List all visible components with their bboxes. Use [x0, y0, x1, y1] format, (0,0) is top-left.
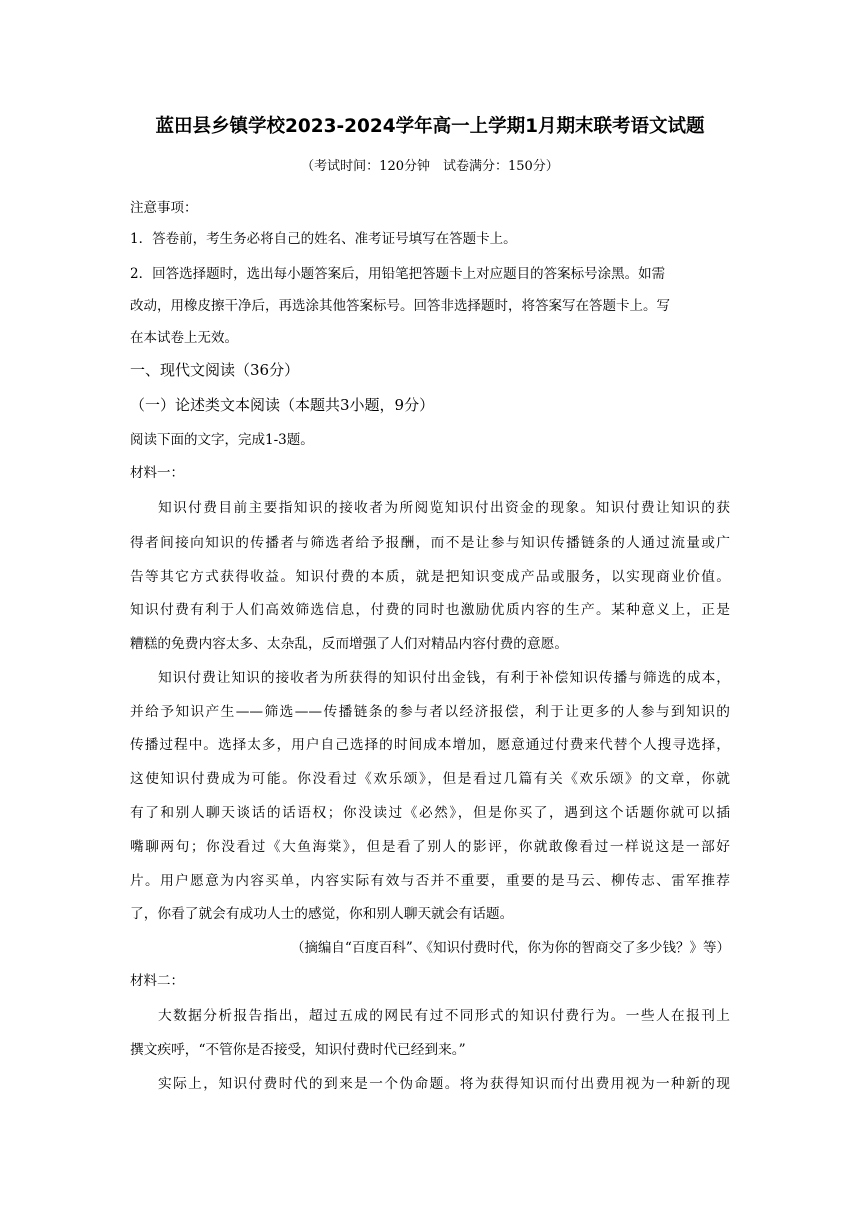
- material-1-source: （摘编自“百度百科”、《知识付费时代，你为你的智商交了多少钱？》等）: [290, 940, 730, 956]
- notice-item-2-line-2: 改动，用橡皮擦干净后，再选涂其他答案标号。回答非选择题时，将答案写在答题卡上。写: [130, 298, 670, 314]
- notice-item-1: 1．答卷前，考生务必将自己的姓名、准考证号填写在答题卡上。: [130, 231, 517, 247]
- material-1-paragraph-2-line: 了，你看了就会有成功人士的感觉，你和别人聊天就会有话题。: [130, 906, 514, 922]
- material-2-paragraph-1-line: 大数据分析报告指出，超过五成的网民有过不同形式的知识付费行为。一些人在报刊上: [158, 1008, 730, 1024]
- notice-item-2-line-3: 在本试卷上无效。: [130, 330, 238, 346]
- material-1-paragraph-2-line: 知识付费让知识的接收者为所获得的知识付出金钱，有利于补偿知识传播与筛选的成本，: [158, 670, 730, 686]
- material-1-paragraph-2-line: 有了和别人聊天谈话的话语权；你没读过《必然》，但是你买了，遇到这个话题你就可以插: [130, 805, 730, 821]
- material-1-paragraph-1-line: 糟糕的免费内容太多、太杂乱，反而增强了人们对精品内容付费的意愿。: [130, 636, 569, 652]
- material-1-paragraph-1-line: 知识付费有利于人们高效筛选信息，付费的同时也激励优质内容的生产。某种意义上，正是: [130, 602, 730, 618]
- material-2-label: 材料二：: [130, 973, 184, 989]
- notice-item-2-line-1: 2．回答选择题时，选出每小题答案后，用铅笔把答题卡上对应题目的答案标号涂黑。如需: [130, 266, 666, 282]
- material-2-paragraph-1-line: 撰文疾呼，“不管你是否接受，知识付费时代已经到来。”: [130, 1042, 466, 1058]
- material-1-paragraph-2-line: 片。用户愿意为内容买单，内容实际有效与否并不重要，重要的是马云、柳传志、雷军推荐: [130, 873, 730, 889]
- material-1-paragraph-2-line: 这使知识付费成为可能。你没看过《欢乐颂》，但是看过几篇有关《欢乐颂》的文章，你就: [130, 771, 730, 787]
- reading-instruction: 阅读下面的文字，完成1-3题。: [130, 432, 314, 448]
- material-2-paragraph-2-line: 实际上，知识付费时代的到来是一个伪命题。将为获得知识而付出费用视为一种新的现: [158, 1076, 730, 1092]
- material-1-paragraph-1-line: 告等其它方式获得收益。知识付费的本质，就是把知识变成产品或服务，以实现商业价值。: [130, 569, 730, 585]
- exam-title: 蓝田县乡镇学校2023-2024学年高一上学期1月期末联考语文试题: [155, 116, 705, 137]
- material-1-paragraph-2-line: 传播过程中。选择太多，用户自己选择的时间成本增加，愿意通过付费来代替个人搜寻选择，: [130, 737, 730, 753]
- material-1-paragraph-2-line: 并给予知识产生——筛选——传播链条的参与者以经济报偿，利于让更多的人参与到知识的: [130, 704, 730, 720]
- exam-subtitle: （考试时间：120分钟 试卷满分：150分）: [301, 159, 559, 174]
- material-1-paragraph-1-line: 知识付费目前主要指知识的接收者为所阅览知识付出资金的现象。知识付费让知识的获: [158, 500, 730, 516]
- section-heading-sub1: （一）论述类文本阅读（本题共3小题，9分）: [130, 396, 435, 414]
- notice-heading: 注意事项：: [130, 200, 198, 216]
- material-1-paragraph-1-line: 得者间接向知识的传播者与筛选者给予报酬，而不是让参与知识传播链条的人通过流量或广: [130, 535, 730, 551]
- material-1-label: 材料一：: [130, 465, 184, 481]
- section-heading-part1: 一、现代文阅读（36分）: [130, 361, 300, 379]
- material-1-paragraph-2-line: 嘴聊两句；你没看过《大鱼海棠》，但是看了别人的影评，你就敢像看过一样说这是一部好: [130, 839, 730, 855]
